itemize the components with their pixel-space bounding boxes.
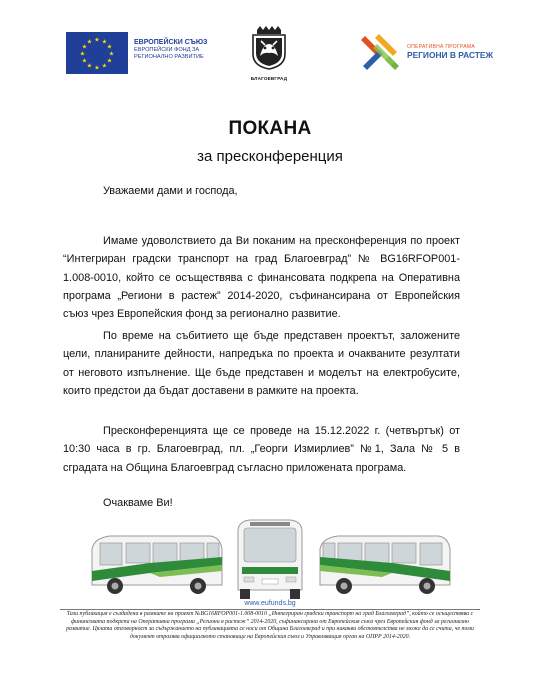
eu-stars-icon xyxy=(66,32,128,74)
eu-logo xyxy=(66,32,207,74)
logo-header xyxy=(0,26,540,82)
footer-divider xyxy=(60,609,480,610)
op-logo-big: РЕГИОНИ В РАСТЕЖ xyxy=(407,50,494,60)
closing-line: Очакваме Ви! xyxy=(103,497,173,509)
svg-text:★: ★ xyxy=(86,38,93,46)
op-logo-small: ОПЕРАТИВНА ПРОГРАМА xyxy=(407,44,476,50)
greeting: Уважаеми дами и господа, xyxy=(103,185,238,197)
svg-text:★: ★ xyxy=(94,64,100,72)
eu-flag-icon xyxy=(66,32,128,74)
op-growth-icon xyxy=(359,30,401,74)
eu-logo-text xyxy=(134,38,207,61)
crest-label: БЛАГОЕВГРАД xyxy=(250,76,288,81)
footer-url: www.eufunds.bg xyxy=(244,600,296,607)
eu-logo-line3: РЕГИОНАЛНО РАЗВИТИЕ xyxy=(134,54,204,60)
svg-text:★: ★ xyxy=(81,57,88,65)
eu-logo-line1: ЕВРОПЕЙСКИ СЪЮЗ xyxy=(134,39,208,46)
paragraph-details: Пресконференцията ще се проведе на 15.12.2022 г. (четвъртък) от 10:30 часа в гр. Благоевград, пл. „Георги Измирлиев” №1, Зала № 5 в сградата на Община Благоевград съгласно приложената програма. xyxy=(63,425,460,474)
bus-side-left-icon xyxy=(92,536,222,594)
svg-text:★: ★ xyxy=(101,62,108,70)
bus-side-right-icon xyxy=(320,536,450,594)
svg-text:★: ★ xyxy=(86,62,93,70)
svg-text:★: ★ xyxy=(79,50,86,58)
svg-text:★: ★ xyxy=(101,38,108,46)
svg-text:★: ★ xyxy=(106,43,113,51)
bus-images xyxy=(0,505,540,605)
electric-buses-illustration xyxy=(0,505,540,605)
crest-icon xyxy=(249,26,289,70)
svg-text:★: ★ xyxy=(81,43,88,51)
bus-front-icon xyxy=(238,520,302,599)
paragraph-event: По време на събитието ще бъде представен проектът, заложените цели, планираните дейности, напредъка по проекта и очакваните резултати от неговото изпълнение. Ще бъде представен и моделът на електробусите, които предстои да бъдат доставени в рамките на проекта. xyxy=(63,330,460,397)
footer-disclaimer: Тази публикация е създадена в рамките на проект №BG16RFOP001-1.008-0010 „Интегриран градски транспорт на град Благоевград”, който се осъществява с финансовата подкрепа на Оперативна програма „Региони в растеж” 2014-2020, съфинансирана от Европейския съюз чрез Европейския фонд за регионално развитие. Цялата отговорност за съдържанието на публикацията се носи от Община Благоевград и при никакви обстоятелства не може да се счита, че този документ отразява официалното становище на Европейския съюз и Управляващия орган на ОПРР 2014-2020. xyxy=(66,611,474,641)
svg-text:★: ★ xyxy=(94,36,100,44)
document-title: ПОКАНА xyxy=(228,118,312,139)
op-regions-logo xyxy=(359,30,493,74)
svg-text:★: ★ xyxy=(106,57,113,65)
svg-text:★: ★ xyxy=(108,50,115,58)
document-subtitle: за пресконференция xyxy=(197,148,343,165)
blagoevgrad-crest xyxy=(247,26,291,81)
eu-logo-line2: ЕВРОПЕЙСКИ ФОНД ЗА xyxy=(134,47,200,53)
op-logo-text xyxy=(407,44,493,60)
paragraph-intro: Имаме удоволствието да Ви поканим на пресконференция по проект “Интегриран градски транспорт на град Благоевград” № BG16RFOP001-1.008-0010, който се осъществява с финансовата подкрепа на Оперативна програма „Региони в растеж” 2014-2020, съфинансирана от Европейския съюз чрез Европейския фонд за регионално развитие. xyxy=(63,235,460,321)
